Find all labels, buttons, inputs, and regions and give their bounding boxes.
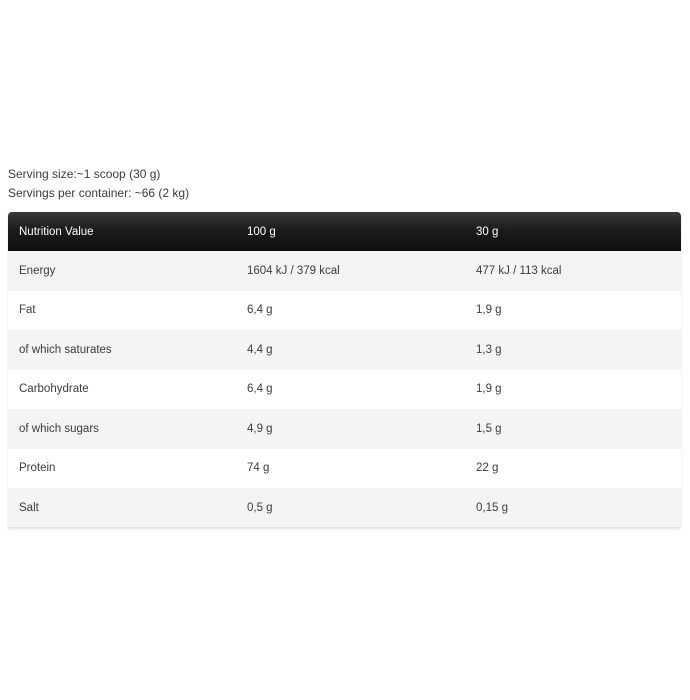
value-per-100g: 4,9 g xyxy=(247,422,273,435)
serving-info xyxy=(8,165,189,203)
value-per-serving: 1,3 g xyxy=(476,343,502,356)
column-header-nutrition-value: Nutrition Value xyxy=(19,225,94,238)
serving-size: Serving size:~1 scoop (30 g) xyxy=(8,167,161,181)
value-per-100g: 1604 kJ / 379 kcal xyxy=(247,264,340,277)
value-per-100g: 6,4 g xyxy=(247,383,273,396)
table-row-energy xyxy=(8,251,681,291)
column-header-100g: 100 g xyxy=(247,225,276,238)
table-row-protein xyxy=(8,449,681,489)
table-row-saturates xyxy=(8,330,681,370)
nutrient-name: Energy xyxy=(19,264,56,277)
value-per-serving: 22 g xyxy=(476,462,499,475)
value-per-serving: 1,5 g xyxy=(476,422,502,435)
nutrient-name: Salt xyxy=(8,488,236,528)
value-per-serving: 0,15 g xyxy=(465,488,681,528)
value-per-100g: 4,4 g xyxy=(247,343,273,356)
table-row-fat xyxy=(8,291,681,331)
table-body xyxy=(8,251,681,528)
table-row-sugars xyxy=(8,409,681,449)
column-header-30g: 30 g xyxy=(476,225,499,238)
nutrient-name: of which sugars xyxy=(19,422,99,435)
value-per-serving: 1,9 g xyxy=(476,383,502,396)
table-row-salt xyxy=(8,488,681,528)
value-per-serving: 477 kJ / 113 kcal xyxy=(476,264,562,277)
value-per-100g: 6,4 g xyxy=(247,304,273,317)
servings-per-container: Servings per container: ~66 (2 kg) xyxy=(8,186,190,200)
table-header-row xyxy=(8,212,681,251)
value-per-serving: 1,9 g xyxy=(476,304,502,317)
table-header xyxy=(8,212,681,251)
nutrient-name: Protein xyxy=(19,462,56,475)
nutrient-name: Carbohydrate xyxy=(19,383,89,396)
nutrition-table xyxy=(8,212,681,528)
value-per-100g: 0,5 g xyxy=(236,488,465,528)
nutrient-name: Fat xyxy=(19,304,36,317)
value-per-100g: 74 g xyxy=(247,462,270,475)
table-row-carbohydrate xyxy=(8,370,681,410)
nutrition-table-container xyxy=(8,212,681,528)
nutrient-name: of which saturates xyxy=(19,343,112,356)
